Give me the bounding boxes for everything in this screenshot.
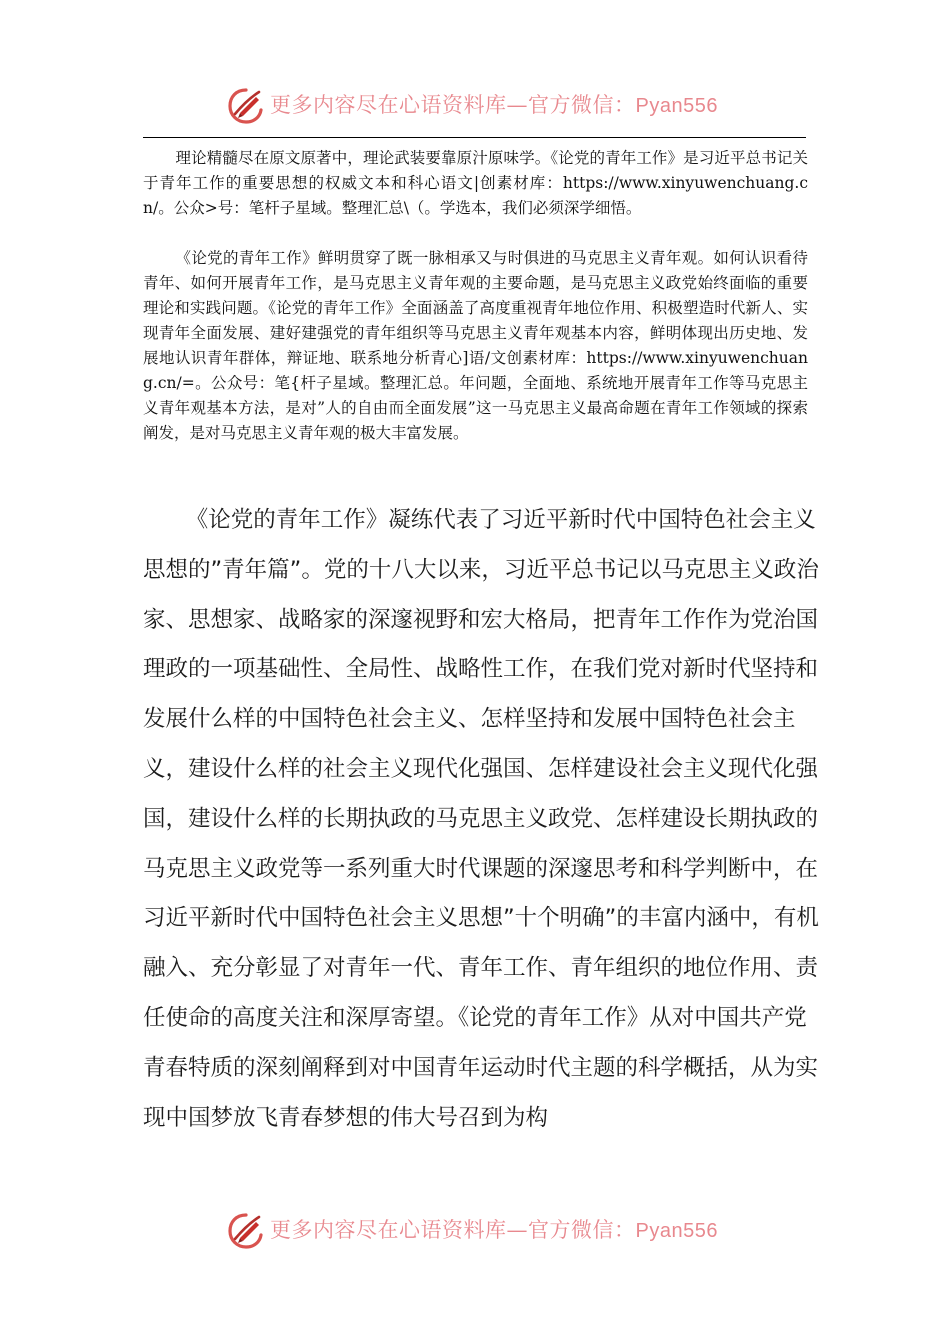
banner-text xyxy=(270,1215,718,1246)
banner-slogan: 更多内容尽在心语资料库—官方微信： xyxy=(270,1218,636,1242)
paragraph-1: 理论精髓尽在原文原著中，理论武装要靠原汁原味学。《论党的青年工作》是习近平总书记关于青年工作的重要思想的权威文本和科心语文|创素材库：https://www.xinyuwenchuang.cn/。公众>号：笔杆子星域。整理汇总\（。学选本，我们必须深学细悟。 xyxy=(143,149,808,217)
paragraph-2: 《论党的青年工作》鲜明贯穿了既一脉相承又与时俱进的马克思主义青年观。如何认识看待青年、如何开展青年工作，是马克思主义青年观的主要命题，是马克思主义政党始终面临的重要理论和实践问题。《论党的青年工作》全面涵盖了高度重视青年地位作用、积极塑造时代新人、实现青年全面发展、建好建强党的青年组织等马克思主义青年观基本内容，鲜明体现出历史地、发展地认识青年群体，辩证地、联系地分析青心]语/文创素材库：https://www.xinyuwenchuang.cn/=。公众号：笔{杆子星域。整理汇总。年问题，全面地、系统地开展青年工作等马克思主义青年观基本方法，是对”人的自由而全面发展”这一马克思主义最高命题在青年工作领域的探索阐发，是对马克思主义青年观的极大丰富发展。 xyxy=(143,249,808,442)
wechat-id: Pyan556 xyxy=(635,1220,718,1242)
banner-slogan: 更多内容尽在心语资料库—官方微信： xyxy=(270,93,636,117)
wechat-id: Pyan556 xyxy=(635,95,718,117)
header-banner xyxy=(0,84,950,128)
pen-in-circle-logo xyxy=(226,86,266,126)
banner-text xyxy=(270,90,718,121)
paragraph-3: 《论党的青年工作》凝练代表了习近平新时代中国特色社会主义思想的”青年篇”。党的十八大以来，习近平总书记以马克思主义政治家、思想家、战略家的深邃视野和宏大格局，把青年工作作为党治国理政的一项基础性、全局性、战略性工作，在我们党对新时代坚持和发展什么样的中国特色社会主义、怎样坚持和发展中国特色社会主义，建设什么样的社会主义现代化强国、怎样建设社会主义现代化强国，建设什么样的长期执政的马克思主义政党、怎样建设长期执政的马克思主义政党等一系列重大时代课题的深邃思考和科学判断中，在习近平新时代中国特色社会主义思想”十个明确”的丰富内涵中，有机融入、充分彰显了对青年一代、青年工作、青年组织的地位作用、责任使命的高度关注和深厚寄望。《论党的青年工作》从对中国共产党青春特质的深刻阐释到对中国青年运动时代主题的科学概括，从为实现中国梦放飞青春梦想的伟大号召到为构 xyxy=(143,507,819,1131)
pen-in-circle-logo xyxy=(226,1211,266,1251)
footer-banner xyxy=(0,1209,950,1253)
header-divider xyxy=(143,137,806,138)
